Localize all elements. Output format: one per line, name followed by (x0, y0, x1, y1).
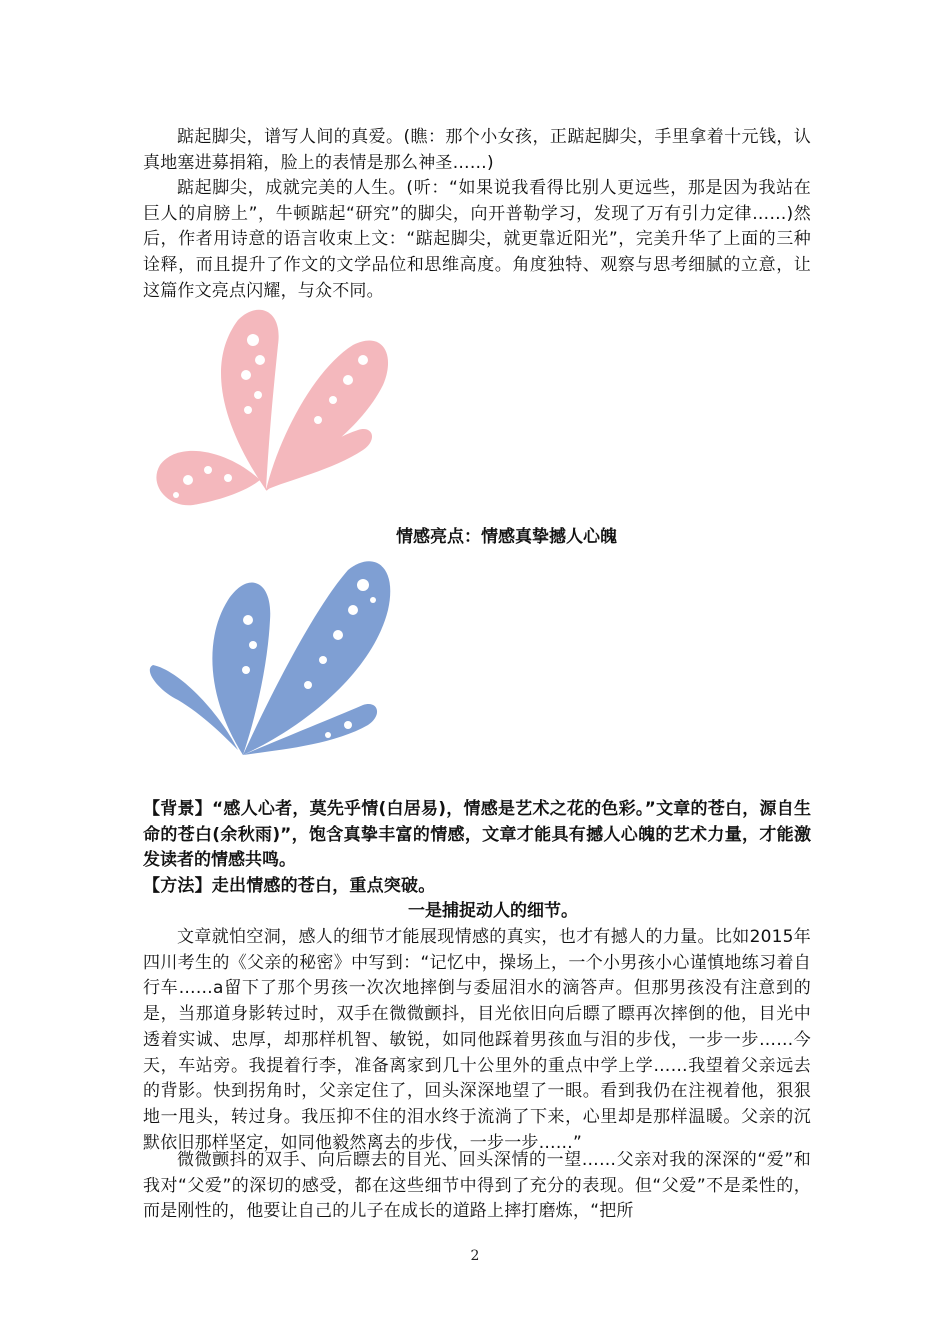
sub-heading: 一是捕捉动人的细节。 (408, 901, 578, 921)
method-paragraph: 【方法】走出情感的苍白，重点突破。 (143, 876, 436, 896)
paragraph-tiptoe-life: 踮起脚尖，成就完美的人生。(听：“如果说我看得比别人更远些，那是因为我站在巨人的肩膀上”，牛顿踮起“研究”的脚尖，向开普勒学习，发现了万有引力定律……)然后，作者用诗意的语言收束上文：“踮起脚尖，就更靠近阳光”，完美升华了上面的三种诠释，而且提升了作文的文学品位和思维高度。角度独特、观察与思考细腻的立意，让这篇作文亮点闪耀，与众不同。 (143, 178, 811, 301)
butterfly-blue-icon (148, 550, 398, 770)
body-paragraph-example: 文章就怕空洞，感人的细节才能展现情感的真实，也才有撼人的力量。比如2015年四川考生的《父亲的秘密》中写到：“记忆中，操场上，一个小男孩小心谨慎地练习着自行车……a留下了那个男孩一次次地摔倒与委屈泪水的滴答声。但那男孩没有注意到的是，当那道身影转过时，双手在微微颤抖，目光依旧向后瞟了瞟再次摔倒的他，目光中透着实诚、忠厚，却那样机智、敏锐，如同他踩着男孩血与泪的步伐，一步一步……今天，车站旁。我提着行李，准备离家到几十公里外的重点中学上学……我望着父亲远去的背影。快到拐角时，父亲定住了，回头深深地望了一眼。看到我仍在注视着他，狠狠地一甩头，转过身。我压抑不住的泪水终于流淌了下来，心里却是那样温暖。父亲的沉默依旧那样坚定，如同他毅然离去的步伐，一步一步……” (143, 927, 811, 1153)
paragraph-tiptoe-love: 踮起脚尖，谱写人间的真爱。(瞧：那个小女孩，正踮起脚尖，手里拿着十元钱，认真地塞进募捐箱，脸上的表情是那么神圣……) (143, 127, 811, 173)
body-paragraph-analysis: 微微颤抖的双手、向后瞟去的目光、回头深情的一望……父亲对我的深深的“爱”和我对“父爱”的深切的感受，都在这些细节中得到了充分的表现。但“父爱”不是柔性的，而是刚性的，他要让自己的儿子在成长的道路上摔打磨炼，“把所 (143, 1150, 811, 1222)
page-number: 2 (470, 1248, 480, 1264)
background-paragraph: 【背景】“感人心者，莫先乎情(白居易)，情感是艺术之花的色彩。”文章的苍白，源自生命的苍白(余秋雨)”，饱含真挚丰富的情感，文章才能具有撼人心魄的艺术力量，才能激发读者的情感共鸣。 (143, 799, 811, 871)
butterfly-pink-icon (148, 300, 398, 510)
section-heading: 情感亮点：情感真挚撼人心魄 (396, 527, 617, 547)
